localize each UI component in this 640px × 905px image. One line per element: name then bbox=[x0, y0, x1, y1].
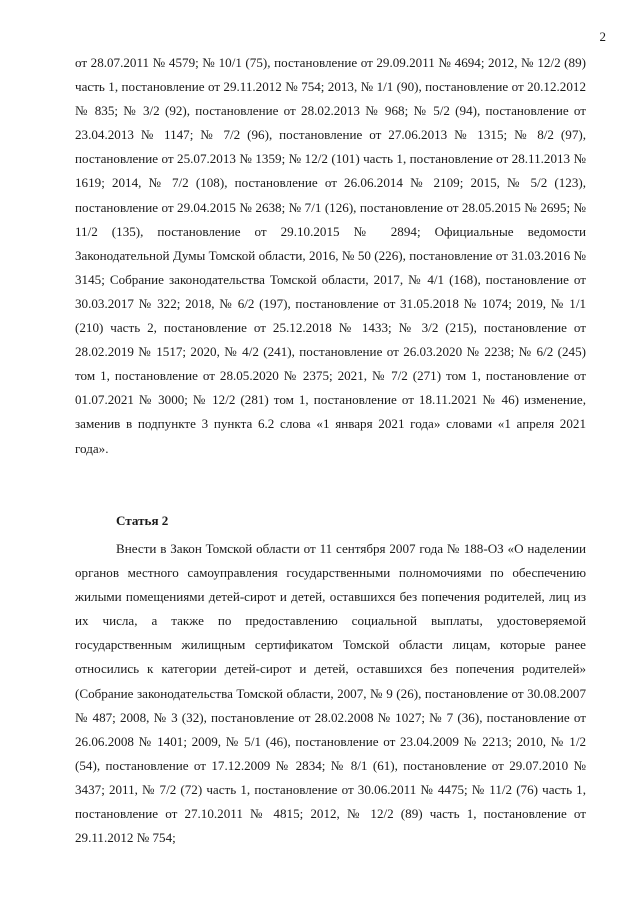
article-heading: Статья 2 bbox=[116, 513, 169, 528]
body-paragraph-article-2: Внести в Закон Томской области от 11 сентября 2007 года № 188-ОЗ «О наделении органов местного самоуправления государственными полномочиями по обеспечению жилыми помещениями детей-сирот и детей, оставшихся без попечения родителей, лиц из их числа, а также по предоставлению социальной выплаты, удостоверяемой государственным жилищным сертификатом Томской области лицам, которые ранее относились к категории детей-сирот и детей, оставшихся без попечения родителей» (Собрание законодательства Томской области, 2007, № 9 (26), постановление от 30.08.2007 № 487; 2008, № 3 (32), постановление от 28.02.2008 № 1027; № 7 (36), постановление от 26.06.2008 № 1401; 2009, № 5/1 (46), постановление от 23.04.2009 № 2213; 2010, № 1/2 (54), постановление от 17.12.2009 № 2834; № 8/1 (61), постановление от 29.07.2010 № 3437; 2011, № 7/2 (72) часть 1, постановление от 30.06.2011 № 4475; № 11/2 (76) часть 1, постановление от 27.10.2011 № 4815; 2012, № 12/2 (89) часть 1, постановление от 29.11.2012 № 754; bbox=[75, 541, 586, 846]
page-number: 2 bbox=[599, 29, 606, 44]
body-paragraph-continued: от 28.07.2011 № 4579; № 10/1 (75), постановление от 29.09.2011 № 4694; 2012, № 12/2 (89) часть 1, постановление от 29.11.2012 № 754; 2013, № 1/1 (90), постановление от 20.12.2012 № 835; № 3/2 (92), постановление от 28.02.2013 № 968; № 5/2 (94), постановление от 23.04.2013 № 1147; № 7/2 (96), постановление от 27.06.2013 № 1315; № 8/2 (97), постановление от 25.07.2013 № 1359; № 12/2 (101) часть 1, постановление от 28.11.2013 № 1619; 2014, № 7/2 (108), постановление от 26.06.2014 № 2109; 2015, № 5/2 (123), постановление от 29.04.2015 № 2638; № 7/1 (126), постановление от 28.05.2015 № 2695; № 11/2 (135), постановление от 29.10.2015 № 2894; Официальные ведомости Законодательной Думы Томской области, 2016, № 50 (226), постановление от 31.03.2016 № 3145; Собрание законодательства Томской области, 2017, № 4/1 (168), постановление от 30.03.2017 № 322; 2018, № 6/2 (197), постановление от 31.05.2018 № 1074; 2019, № 1/1 (210) часть 2, постановление от 25.12.2018 № 1433; № 3/2 (215), постановление от 28.02.2019 № 1517; 2020, № 4/2 (241), постановление от 26.03.2020 № 2238; № 6/2 (245) том 1, постановление от 28.05.2020 № 2375; 2021, № 7/2 (271) том 1, постановление от 01.07.2021 № 3000; № 12/2 (281) том 1, постановление от 18.11.2021 № 46) изменение, заменив в подпункте 3 пункта 6.2 слова «1 января 2021 года» словами «1 апреля 2021 года». bbox=[75, 55, 586, 456]
